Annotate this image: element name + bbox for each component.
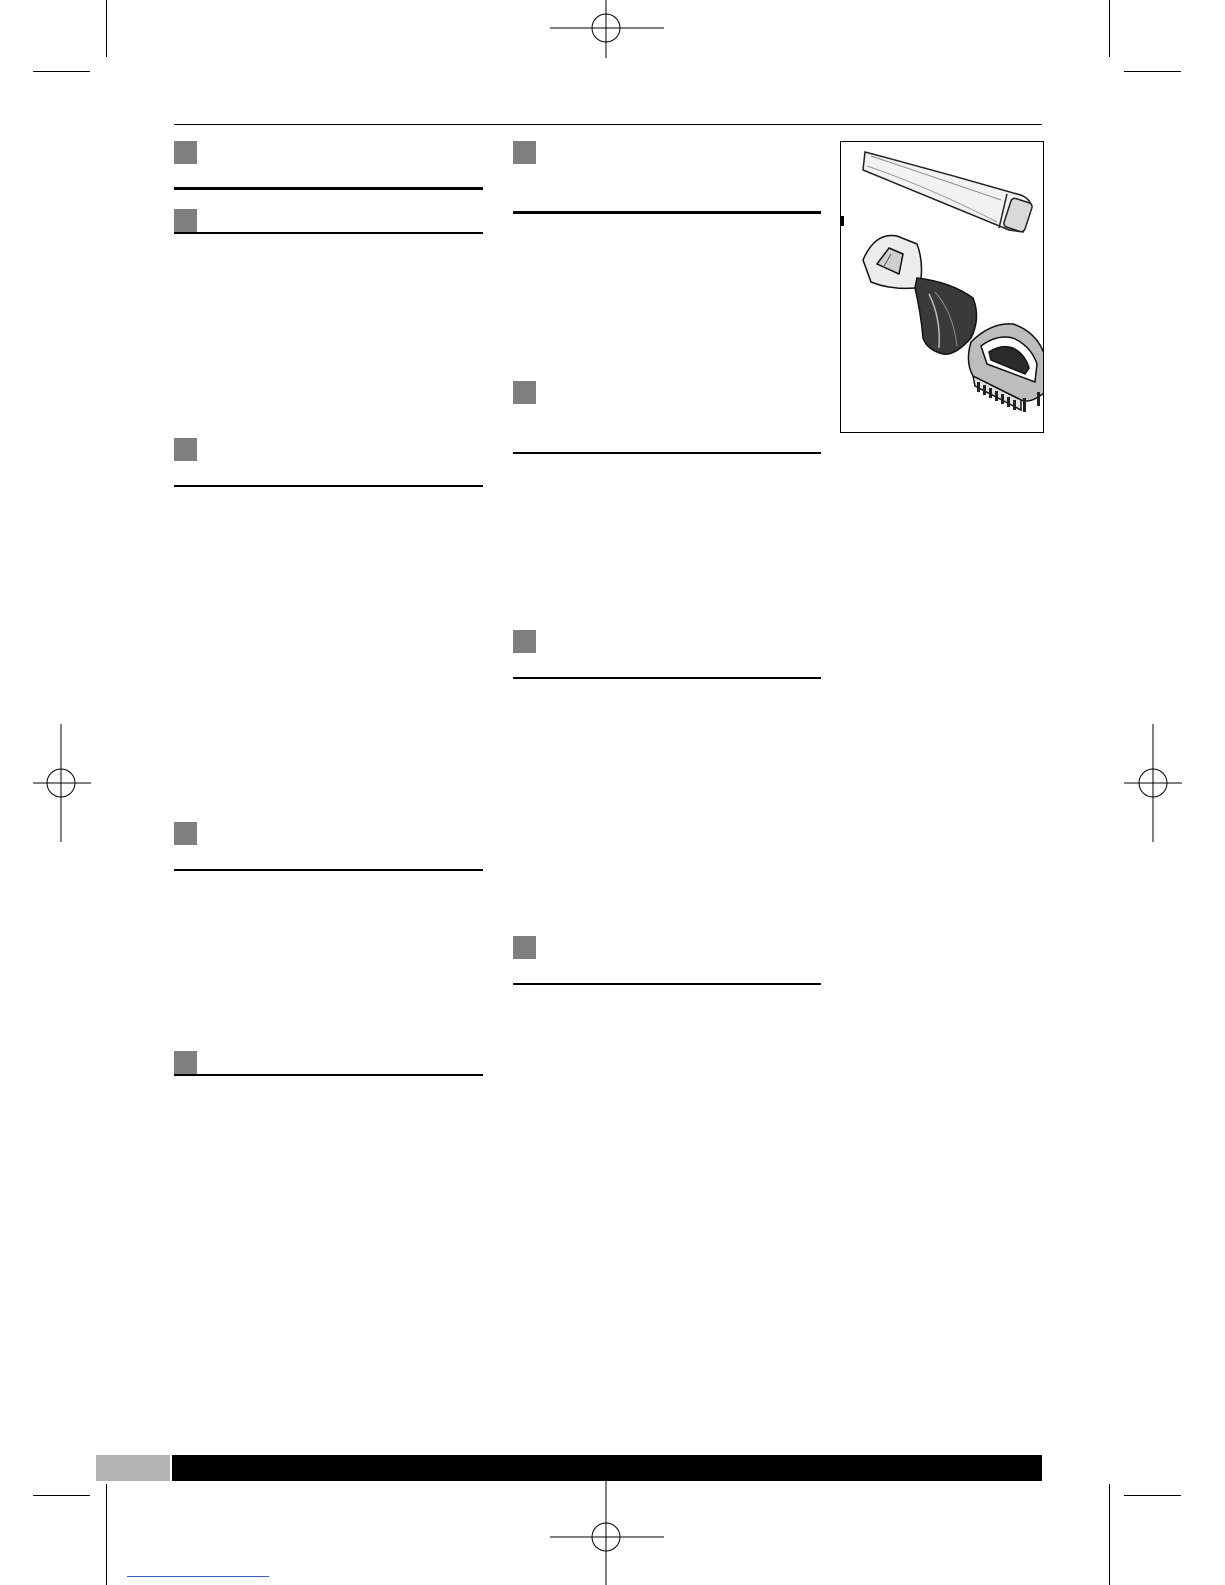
section-marker bbox=[174, 141, 197, 164]
link-underline bbox=[127, 1576, 269, 1577]
section-rule bbox=[174, 485, 483, 487]
page-number-tab bbox=[96, 1455, 170, 1481]
accessories-drawing bbox=[841, 142, 1043, 432]
section-marker bbox=[174, 1051, 197, 1074]
crop-mark bbox=[33, 71, 90, 72]
footer-bar bbox=[172, 1455, 1042, 1481]
crevice-tool-icon bbox=[863, 152, 1033, 233]
registration-mark-right bbox=[1124, 724, 1182, 842]
crop-mark bbox=[33, 1495, 90, 1496]
section-rule bbox=[513, 211, 821, 214]
crop-mark bbox=[106, 1484, 107, 1585]
crop-mark bbox=[1109, 1484, 1110, 1585]
section-marker bbox=[174, 438, 197, 461]
section-rule bbox=[174, 232, 483, 234]
registration-mark-top bbox=[550, 0, 664, 58]
section-marker bbox=[174, 822, 197, 845]
upholstery-nozzle-icon bbox=[863, 236, 977, 355]
section-marker bbox=[513, 936, 536, 959]
section-rule bbox=[174, 869, 483, 871]
section-rule bbox=[513, 677, 821, 679]
registration-mark-left bbox=[33, 724, 91, 842]
section-rule bbox=[513, 983, 821, 985]
section-marker bbox=[513, 630, 536, 653]
crop-mark bbox=[1124, 1495, 1181, 1496]
section-rule bbox=[174, 1074, 483, 1076]
accessories-illustration bbox=[840, 141, 1044, 433]
section-marker bbox=[513, 381, 536, 404]
header-rule bbox=[174, 124, 1042, 125]
registration-mark-bottom bbox=[550, 1470, 664, 1585]
section-marker bbox=[513, 141, 536, 164]
crop-mark bbox=[1124, 71, 1181, 72]
dusting-brush-icon bbox=[968, 324, 1043, 412]
crop-mark bbox=[106, 0, 107, 57]
section-rule bbox=[174, 187, 483, 190]
section-marker bbox=[174, 209, 197, 232]
section-rule bbox=[513, 452, 821, 454]
crop-mark bbox=[1109, 0, 1110, 57]
